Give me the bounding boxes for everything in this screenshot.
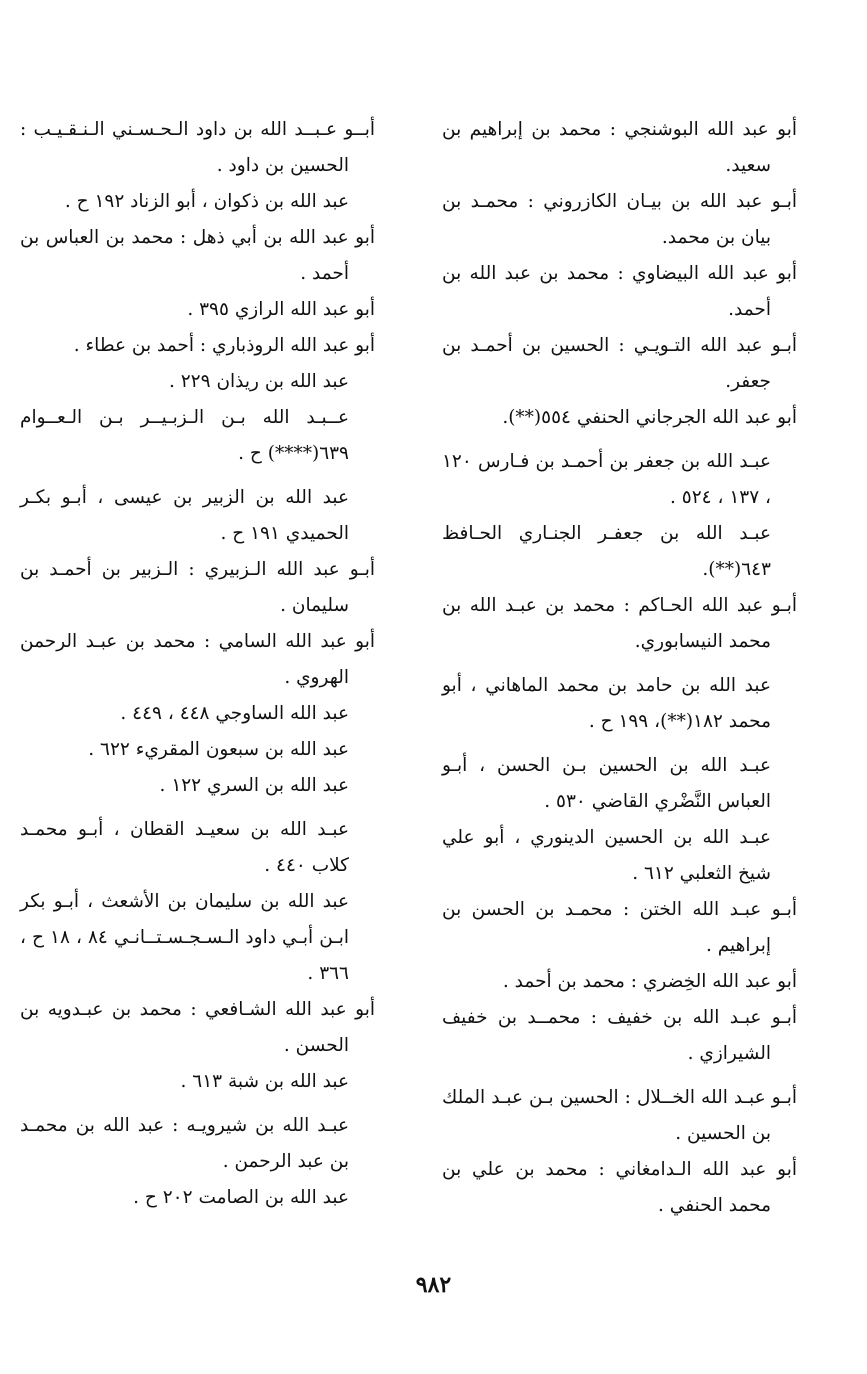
index-entry: أبو عبد الله الرازي ٣٩٥ .: [187, 299, 375, 320]
index-entry: أبو عبد الله الجرجاني الحنفي ٥٥٤(**).: [502, 407, 797, 428]
index-entry: عبد الله بن ذكوان ، أبو الزناد ١٩٢ ح .: [64, 191, 349, 212]
index-entry: أبو عبد الله البوشنجي : محمد بن إبراهيم بن سعيد.: [442, 119, 797, 176]
index-entry: عبد الله بن سليمان بن الأشعث ، أبـو بكر ابـن أبـي داود الـسـجـسـتــانـي ٨٤ ، ١٨ ح ، ٣٦٦ .: [20, 891, 349, 984]
index-entry: عبد الله الساوجي ٤٤٨ ، ٤٤٩ .: [120, 703, 349, 724]
left-column: [20, 112, 375, 1216]
index-entry: أبـو عبد الله الـزبيري : الـزبير بن أحمـد بن سليمان .: [20, 559, 375, 616]
index-entry: أبـو عبد الله التـويـي : الحسين بن أحمـد بن جعفر.: [442, 335, 797, 392]
index-entry: أبو عبد الله الروذباري : أحمد بن عطاء .: [73, 335, 375, 356]
index-entry: أبو عبد الله الخِضري : محمد بن أحمد .: [502, 971, 797, 992]
index-entry: أبو عبد الله السامي : محمد بن عبـد الرحمن الهروي .: [20, 631, 375, 688]
index-entry: أبـو عبد الله بن بيـان الكازروني : محمـد بن بيان بن محمد.: [442, 191, 797, 248]
index-entry: عبـد الله بن جعفـر الجنـاري الحـافظ ٦٤٣(**).: [442, 523, 771, 580]
index-entry: أبـو عبـد الله الخــلال : الحسين بـن عبـد الملك بن الحسين .: [442, 1087, 797, 1144]
page-number: ٩٨٢: [415, 1272, 452, 1298]
index-entry: أبو عبد الله الشـافعي : محمد بن عبـدويه بن الحسن .: [20, 999, 375, 1056]
index-entry: عبد الله بن شبة ٦١٣ .: [180, 1071, 349, 1092]
index-entry: عبـد الله بن شيرويـه : عبد الله بن محمـد بن عبد الرحمن .: [20, 1115, 349, 1172]
index-entry: أبـو عبـد الله بن خفيف : محمــد بن خفيف الشيرازي .: [442, 1007, 797, 1064]
index-entry: عبد الله بن السري ١٢٢ .: [159, 775, 349, 796]
index-entry: عبد الله بن حامد بن محمد الماهاني ، أبو محمد ١٨٢(**)، ١٩٩ ح .: [442, 675, 771, 732]
index-entry: عبـد الله بن الحسين بـن الحسن ، أبـو العباس النَّضْري القاضي ٥٣٠ .: [442, 755, 771, 812]
index-entry: عبد الله بن ريذان ٢٢٩ .: [168, 371, 349, 392]
index-entry: عبد الله بن الصامت ٢٠٢ ح .: [133, 1187, 349, 1208]
index-entry: عبـد الله بن جعفر بن أحمـد بن فـارس ١٢٠ ، ١٣٧ ، ٥٢٤ .: [442, 451, 771, 508]
index-entry: أبو عبد الله الـدامغاني : محمد بن علي بن محمد الحنفي .: [442, 1159, 797, 1216]
index-entry: أبــو عـبــد الله بن داود الـحـسـني الـنـقـيـب : الحسين بن داود .: [20, 119, 375, 176]
index-entry: عــبـد الله بـن الـزبـيــر بـن الـعــوام ٦٣٩(****) ح .: [20, 407, 349, 464]
index-entry: أبو عبد الله البيضاوي : محمد بن عبد الله بن أحمد.: [442, 263, 797, 320]
index-entry: عبـد الله بن سعيـد القطان ، أبـو محمـد كلاب ٤٤٠ .: [20, 819, 349, 876]
index-entry: عبد الله بن الزبير بن عيسى ، أبـو بكـر الحميدي ١٩١ ح .: [20, 487, 349, 544]
index-entry: أبو عبد الله بن أبي ذهل : محمد بن العباس بن أحمد .: [20, 227, 375, 284]
index-entry: أبـو عبد الله الحـاكم : محمد بن عبـد الله بن محمد النيسابوري.: [442, 595, 797, 652]
index-entry: عبد الله بن سبعون المقريء ٦٢٢ .: [88, 739, 349, 760]
index-entry: أبـو عبـد الله الختن : محمـد بن الحسن بن إبراهيم .: [442, 899, 797, 956]
right-column: [442, 112, 797, 1224]
index-entry: عبـد الله بن الحسين الدينوري ، أبو علي شيخ الثعلبي ٦١٢ .: [442, 827, 771, 884]
